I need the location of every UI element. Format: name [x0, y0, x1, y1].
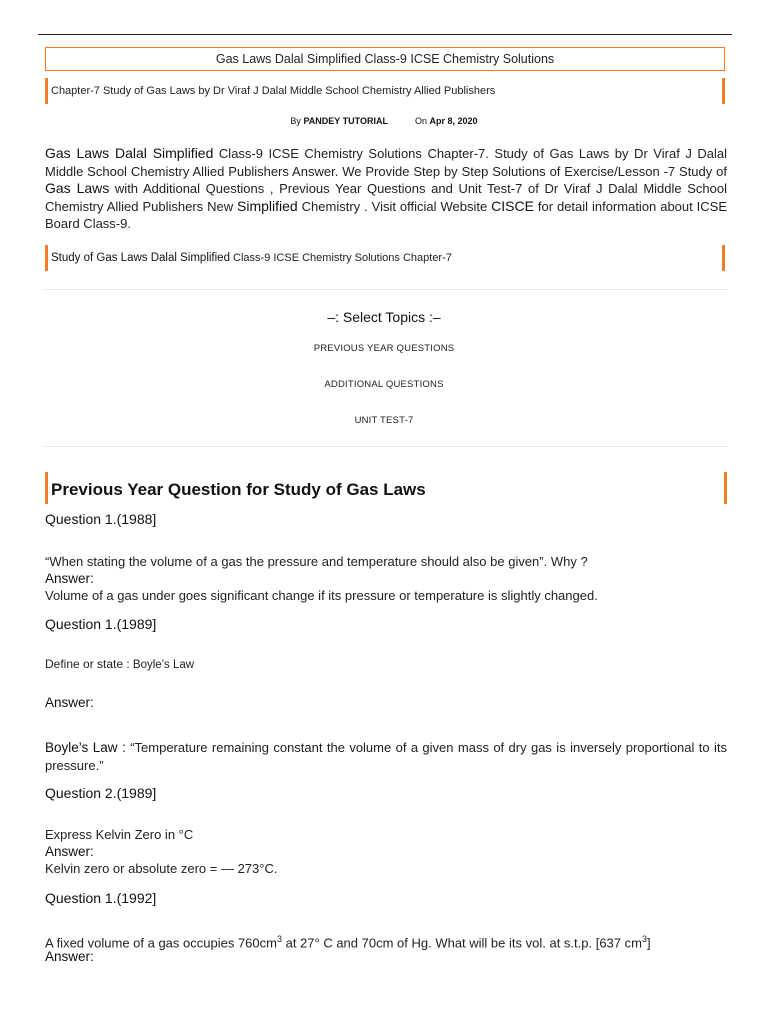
question-label: Question 2.(1989] [45, 785, 157, 801]
question-body: Boyle’s Law [129, 659, 195, 671]
question-text [45, 655, 727, 675]
intro-simplified: Simplified [237, 197, 298, 214]
question-label: Question 1.(1989] [45, 616, 157, 632]
intro-paragraph [45, 145, 727, 233]
page-title: Gas Laws Dalal Simplified Class-9 ICSE Chemistry Solutions [45, 47, 725, 71]
question-prefix: Define or state : [45, 657, 130, 671]
intro-text-4: for detail information about ICSE Board Class-9. [45, 198, 728, 231]
topics-title: –: Select Topics :– [327, 309, 441, 325]
intro-lead: Gas Laws Dalal Simplified [45, 145, 214, 161]
answer-label: Answer: [45, 695, 94, 710]
divider [45, 446, 727, 447]
topic-link-unit-test[interactable]: UNIT TEST-7 [354, 415, 414, 426]
topic-link-previous-year[interactable]: PREVIOUS YEAR QUESTIONS [313, 343, 455, 354]
question-part-c: ] [646, 935, 651, 951]
answer-label: Answer: [45, 949, 94, 964]
section-heading: Previous Year Question for Study of Gas Laws [45, 472, 727, 504]
sub-heading-bold: Study of Gas Laws Dalal Simplified [51, 252, 230, 264]
answer-body: “Temperature remaining constant the volume of a given mass of dry gas is inversely proportional to its pressure.” [45, 740, 727, 773]
sub-heading [45, 245, 725, 271]
sub-heading-rest: Class-9 ICSE Chemistry Solutions Chapter-7 [229, 252, 452, 264]
answer-text: Volume of a gas under goes significant change if its pressure or temperature is slightly changed. [45, 588, 598, 603]
answer-prefix: Boyle’s Law : [45, 740, 126, 755]
superscript: 3 [276, 934, 282, 944]
chapter-subtitle-text: Chapter-7 Study of Gas Laws by Dr Viraf J Dalal Middle School Chemistry Allied Publishers [51, 85, 496, 97]
question-part-b: at 27° C and 70cm of Hg. What will be its vol. at s.t.p. [637 cm [281, 935, 642, 951]
by-prefix: By [290, 116, 301, 126]
author-link[interactable]: PANDEY TUTORIAL [303, 116, 388, 126]
divider [45, 289, 727, 290]
question-text: “When stating the volume of a gas the pressure and temperature should also be given”. Why ? [45, 554, 588, 569]
post-date: Apr 8, 2020 [429, 116, 478, 126]
question-part-a: A fixed volume of a gas occupies 760cm [45, 935, 277, 951]
intro-gas-laws: Gas Laws [45, 180, 110, 196]
on-prefix: On [415, 116, 428, 126]
post-meta [0, 116, 768, 126]
question-text: Express Kelvin Zero in °C [45, 827, 194, 842]
chapter-subtitle [45, 78, 725, 104]
answer-label: Answer: [45, 571, 94, 586]
answer-text [45, 739, 727, 774]
topic-link-additional[interactable]: ADDITIONAL QUESTIONS [324, 379, 444, 390]
answer-text: Kelvin zero or absolute zero = — 273°C. [45, 861, 278, 876]
cisce-link[interactable]: CISCE [491, 197, 534, 214]
answer-label: Answer: [45, 844, 94, 859]
intro-text-3: Chemistry . Visit official Website [297, 198, 492, 214]
intro-text-2: with Additional Questions , Previous Year Questions and Unit Test-7 of Dr Viraf J Dalal Middle School Chemistry Allied Publishers New [45, 181, 728, 214]
superscript: 3 [641, 934, 647, 944]
question-label: Question 1.(1992] [45, 890, 157, 906]
intro-text-1: Class-9 ICSE Chemistry Solutions Chapter-7. Study of Gas Laws by Dr Viraf J Dalal Middle School Chemistry Allied Publishers Answer. We Provide Step by Step Solutions of Exercise/Lesson -7 Study of [45, 146, 727, 179]
top-divider [38, 34, 732, 35]
question-label: Question 1.(1988] [45, 511, 157, 527]
